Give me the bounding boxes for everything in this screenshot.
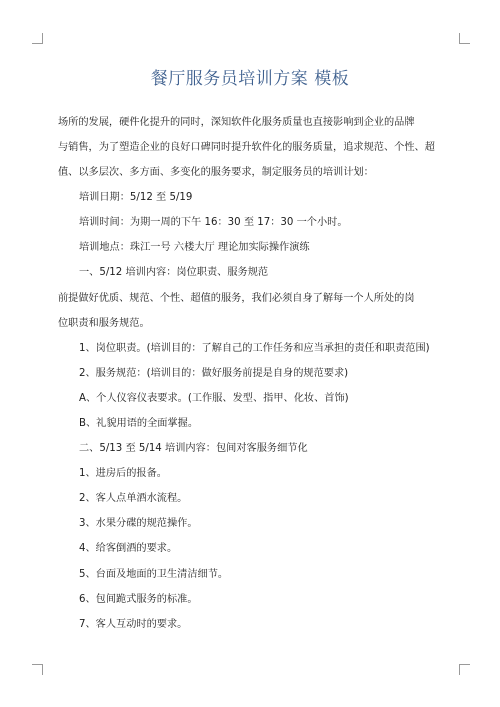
training-location: 培训地点：珠江一号 六楼大厅 理论加实际操作演练 [79,242,310,253]
section-1-item-1: 1、岗位职责。(培训目的：了解自己的工作任务和应当承担的责任和职责范围) [79,343,430,354]
section-1-paragraph-line-1: 前提做好优质、规范、个性、超值的服务，我们必须自身了解每一个人所处的岗 [58,293,415,304]
section-2-item-4: 4、给客倒酒的要求。 [79,543,178,554]
document-title: 餐厅服务员培训方案 模板 [150,69,350,89]
section-1-heading: 一、5/12 培训内容：岗位职责、服务规范 [79,267,269,278]
page-corner-mark-top-right [459,33,470,44]
training-date: 培训日期：5/12 至 5/19 [79,192,193,203]
training-time: 培训时间：为期一周的下午 16：30 至 17：30 一个小时。 [79,217,348,228]
section-2-heading: 二、5/13 至 5/14 培训内容：包间对客服务细节化 [79,443,308,454]
section-1-item-b: B、礼貌用语的全面掌握。 [79,418,199,429]
intro-line-3: 值、以多层次、多方面、多变化的服务要求，制定服务员的培训计划： [58,167,374,178]
section-1-item-2: 2、服务规范：(培训目的：做好服务前提是自身的规范要求) [79,368,349,379]
section-2-item-5: 5、台面及地面的卫生清洁细节。 [79,569,229,580]
intro-line-2: 与销售，为了塑造企业的良好口碑同时提升软件化的服务质量，追求规范、个性、超 [58,142,435,153]
section-2-item-2: 2、客人点单酒水流程。 [79,493,188,504]
section-1-paragraph-line-2: 位职责和服务规范。 [58,318,150,329]
section-2-item-1: 1、进房后的报备。 [79,468,167,479]
section-2-item-7: 7、客人互动时的要求。 [79,619,188,630]
intro-line-1: 场所的发展，硬件化提升的同时，深知软件化服务质量也直接影响到企业的品牌 [58,117,415,128]
page-corner-mark-bottom-right [459,664,470,675]
page-corner-mark-bottom-left [32,664,43,675]
section-2-item-6: 6、包间跪式服务的标准。 [79,594,198,605]
section-1-item-a: A、个人仪容仪表要求。(工作服、发型、指甲、化妆、首饰) [79,393,349,404]
page-corner-mark-top-left [32,33,43,44]
section-2-item-3: 3、水果分碟的规范操作。 [79,518,198,529]
